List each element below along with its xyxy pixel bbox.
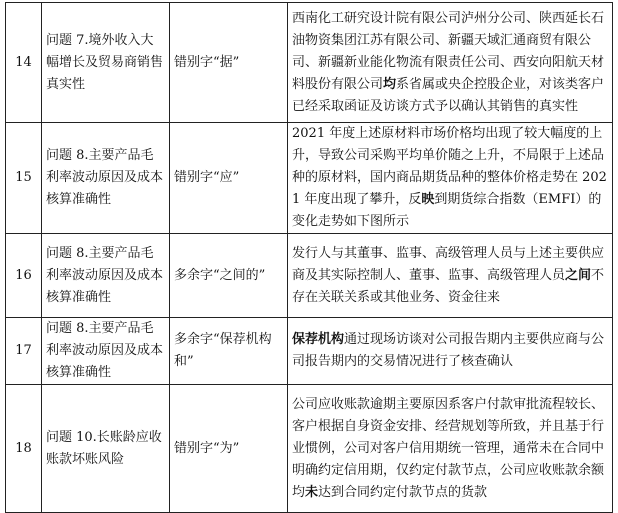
detail-text-before: 西南化工研究设计院有限公司泸州分公司、陕西延长石油物资集团江苏有限公司、新疆天域汇通商贸有限公司、新疆新业能化物流有限责任公司、西安向阳航天材料股份有限公司	[292, 10, 605, 92]
issue-cell: 问题 8.主要产品毛利率波动原因及成本核算准确性	[42, 318, 170, 385]
table-row	[6, 385, 613, 513]
row-number: 18	[6, 385, 42, 513]
highlighted-word: 保荐机构	[292, 332, 345, 347]
error-type-cell: 错别字“据”	[170, 3, 288, 123]
error-type-cell: 错别字“应”	[170, 123, 288, 234]
table-row	[6, 234, 613, 318]
highlighted-word: 未	[305, 484, 319, 500]
detail-cell	[288, 318, 613, 385]
issue-cell: 问题 10.长账龄应收账款坏账风险	[42, 385, 170, 513]
detail-text-before: 2021 年度上述原材料市场价格均出现了较大幅度的上升，导致公司采购平均单价随之上升，不局限于上述品种的原材料，国内商品期货品种的整体价格走势在 2021 年度出现了攀升，反	[292, 126, 607, 207]
row-number: 15	[6, 123, 42, 234]
error-type-cell: 多余字“之间的”	[170, 234, 288, 318]
highlighted-word: 映	[421, 192, 435, 207]
error-type-cell: 错别字“为”	[170, 385, 288, 513]
detail-text-after: 达到合同约定付款节点的货款	[318, 484, 488, 500]
row-number: 17	[6, 318, 42, 385]
detail-cell	[288, 385, 613, 513]
detail-text-after: 系省属或央企控股企业，对该类客户已经采取函证及访谈方式予以确认其销售的真实性	[292, 76, 605, 114]
errata-table	[5, 2, 613, 513]
detail-text-before: 公司应收账款逾期主要原因系客户付款审批流程较长、客户根据自身资金安排、经营规划等所致，并且基于行业惯例，公司对客户信用期统一管理，通常未在合同中明确约定信用期，仅约定付款节点，公司应收账款余额均	[292, 396, 605, 500]
detail-cell	[288, 234, 613, 318]
issue-cell: 问题 8.主要产品毛利率波动原因及成本核算准确性	[42, 123, 170, 234]
error-type-cell: 多余字“保荐机构和”	[170, 318, 288, 385]
table-row	[6, 123, 613, 234]
issue-cell: 问题 7.境外收入大幅增长及贸易商销售真实性	[42, 3, 170, 123]
detail-cell	[288, 123, 613, 234]
table-row	[6, 318, 613, 385]
table-row	[6, 3, 613, 123]
detail-text-after: 到期货综合指数（EMFI）的变化走势如下图所示	[292, 192, 602, 229]
highlighted-word: 均	[383, 76, 397, 92]
detail-text-before: 发行人与其董事、监事、高级管理人员与上述主要供应商及其实际控制人、董事、监事、高级管理人员	[292, 245, 605, 283]
detail-text-after: 不存在关联关系或其他业务、资金往来	[292, 267, 605, 305]
row-number: 16	[6, 234, 42, 318]
detail-cell	[288, 3, 613, 123]
highlighted-word: 之间	[565, 267, 592, 283]
issue-cell: 问题 8.主要产品毛利率波动原因及成本核算准确性	[42, 234, 170, 318]
row-number: 14	[6, 3, 42, 123]
detail-text-after: 通过现场访谈对公司报告期内主要供应商与公司报告期内的交易情况进行了核查确认	[292, 332, 605, 369]
